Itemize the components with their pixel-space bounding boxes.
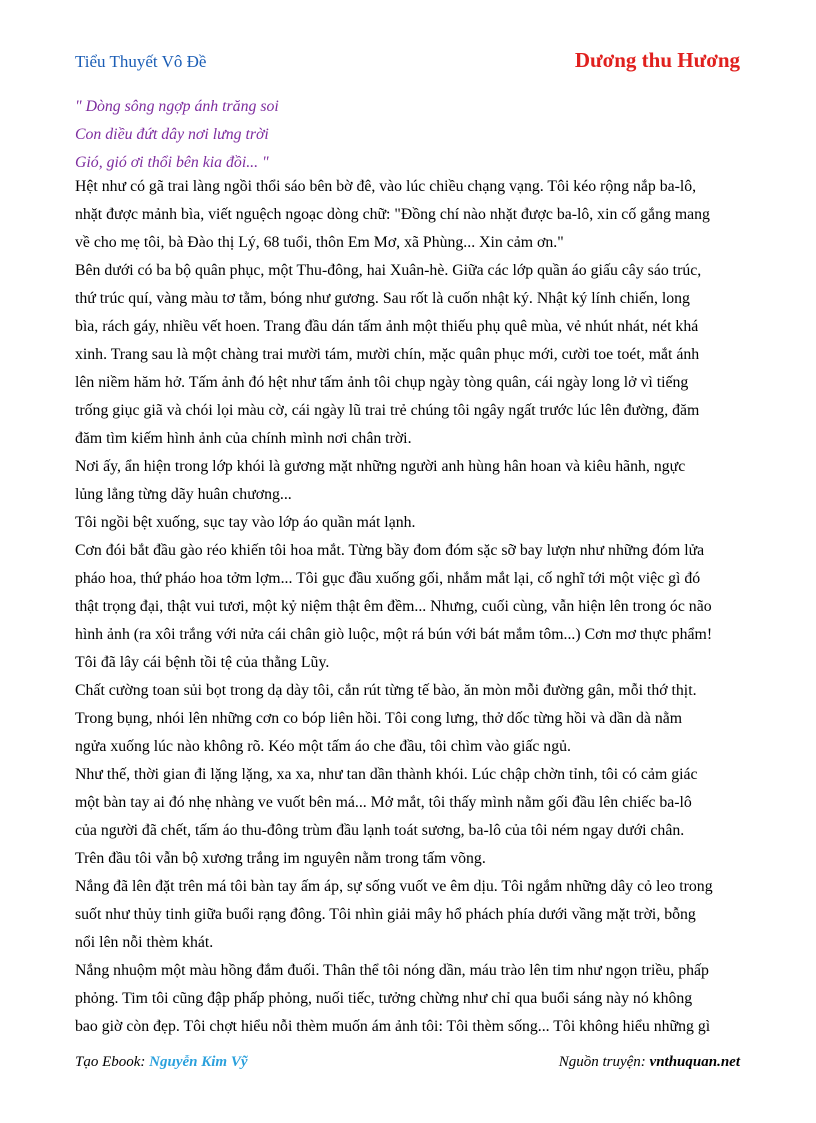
page-footer xyxy=(75,1054,740,1078)
story-body xyxy=(75,173,745,1041)
credit-label: Tạo Ebook xyxy=(75,1054,141,1070)
paragraph-line: Nắng nhuộm một màu hồng đắm đuối. Thân thể tôi nóng dần, máu trào lên tim như ngọn triều, phấp xyxy=(75,962,709,979)
paragraph-line: lủng lẳng từng dãy huân chương... xyxy=(75,486,292,503)
ebook-credit xyxy=(75,1054,248,1071)
paragraph-line: bao giờ còn đẹp. Tôi chợt hiểu nỗi thèm muốn ám ảnh tôi: Tôi thèm sống... Tôi không hiểu những gì xyxy=(75,1018,711,1035)
credit-separator: : xyxy=(140,1054,150,1070)
paragraph-line: ngửa xuống lúc nào không rõ. Kéo một tấm áo che đầu, tôi chìm vào giấc ngủ. xyxy=(75,738,571,755)
paragraph-line: phỏng. Tim tôi cũng đập phấp phỏng, nuối tiếc, tưởng chừng như chỉ qua buổi sáng này nó không xyxy=(75,990,693,1007)
paragraph-line: trống giục giã và chói lọi màu cờ, cái ngày lũ trai trẻ chúng tôi ngây ngất trước lúc lên đường, đăm xyxy=(75,402,700,419)
paragraph-line: Bên dưới có ba bộ quân phục, một Thu-đông, hai Xuân-hè. Giữa các lớp quần áo giấu cây sáo trúc, xyxy=(75,262,702,279)
paragraph-line: thật trọng đại, thật vui tươi, một kỷ niệm thật êm đềm... Nhưng, cuối cùng, vẫn hiện lên trong óc não xyxy=(75,598,712,615)
poem-line: Con diều đứt dây nơi lưng trời xyxy=(75,126,269,143)
paragraph-line: về cho mẹ tôi, bà Đào thị Lý, 68 tuổi, thôn Em Mơ, xã Phùng... Xin cảm ơn." xyxy=(75,234,564,251)
paragraph-line: Tôi ngồi bệt xuống, sục tay vào lớp áo quần mát lạnh. xyxy=(75,514,416,531)
paragraph-line: lên niềm hăm hở. Tấm ảnh đó hệt như tấm ảnh tôi chụp ngày tòng quân, cái ngày long lở vì tiếng xyxy=(75,374,689,391)
source-label: Nguồn truyện xyxy=(558,1054,641,1070)
paragraph-line: đăm tìm kiếm hình ảnh của chính mình nơi chân trời. xyxy=(75,430,412,447)
paragraph-line: pháo hoa, thứ pháo hoa tởm lợm... Tôi gục đầu xuống gối, nhắm mắt lại, cố nghĩ tới một việc gì đó xyxy=(75,570,701,587)
paragraph-line: Như thế, thời gian đi lặng lặng, xa xa, như tan dần thành khói. Lúc chập chờn tỉnh, tôi có cảm giác xyxy=(75,766,698,783)
paragraph-line: Cơn đói bắt đầu gào réo khiến tôi hoa mắt. Từng bầy đom đóm sặc sỡ bay lượn như những đóm lửa xyxy=(75,542,705,559)
source-link[interactable]: vnthuquan.net xyxy=(649,1054,740,1070)
paragraph-line: Nắng đã lên đặt trên má tôi bàn tay ấm áp, sự sống vuốt ve êm dịu. Tôi ngắm những dây cỏ leo trong xyxy=(75,878,713,895)
paragraph-line: suốt như thủy tinh giữa buổi rạng đông. Tôi nhìn giải mây hổ phách phía dưới vầng mặt trời, bỗng xyxy=(75,906,696,923)
paragraph-line: một bàn tay ai đó nhẹ nhàng ve vuốt bên má... Mở mắt, tôi thấy mình nằm gối đầu lên chiếc ba-lô xyxy=(75,794,692,811)
paragraph-line: bìa, rách gáy, nhiều vết hoen. Trang đầu dán tấm ảnh một thiếu phụ quê mùa, vẻ nhút nhát, nét khá xyxy=(75,318,699,335)
paragraph-line: Tôi đã lây cái bệnh tồi tệ của thằng Lũy. xyxy=(75,654,330,671)
poem-line: Gió, gió ơi thổi bên kia đồi... " xyxy=(75,154,269,171)
paragraph-line: Trên đầu tôi vẫn bộ xương trắng im nguyên nằm trong tấm võng. xyxy=(75,850,486,867)
source-credit xyxy=(559,1054,740,1071)
page-header xyxy=(75,48,740,78)
paragraph-line: của người đã chết, tấm áo thu-đông trùm đầu lạnh toát sương, ba-lô của tôi ném ngay dưới chân. xyxy=(75,822,685,839)
paragraph-line: nổi lên nỗi thèm khát. xyxy=(75,934,214,951)
paragraph-line: xinh. Trang sau là một chàng trai mười tám, mười chín, mặc quân phục mới, cười toe toét, mắt ánh xyxy=(75,346,700,363)
book-title: Tiểu Thuyết Vô Đề xyxy=(75,52,207,71)
paragraph-line: Hệt như có gã trai làng ngồi thổi sáo bên bờ đê, vào lúc chiều chạng vạng. Tôi kéo rộng nắp ba-lô, xyxy=(75,178,697,195)
paragraph-line: thứ trúc quí, vàng màu tơ tằm, bóng như gương. Sau rốt là cuốn nhật ký. Nhật ký lính chiến, long xyxy=(75,290,690,307)
poem-epigraph xyxy=(75,93,745,177)
source-separator: : xyxy=(640,1054,650,1070)
credit-name: Nguyễn Kim Vỹ xyxy=(149,1054,248,1070)
paragraph-line: Chất cường toan sủi bọt trong dạ dày tôi, cắn rút từng tế bào, ăn mòn mỗi đường gân, mỗi thớ thịt. xyxy=(75,682,697,699)
paragraph-line: Nơi ấy, ẩn hiện trong lớp khói là gương mặt những người anh hùng hân hoan và kiêu hãnh, ngực xyxy=(75,458,686,475)
paragraph-line: Trong bụng, nhói lên những cơn co bóp liên hồi. Tôi cong lưng, thở dốc từng hồi và dần dà nằm xyxy=(75,710,683,727)
paragraph-line: hình ảnh (ra xôi trắng với nửa cái chân giò luộc, một rá bún với bát mắm tôm...) Cơn mơ thực phẩm! xyxy=(75,626,713,643)
poem-line: " Dòng sông ngợp ánh trăng soi xyxy=(75,98,279,115)
author-name: Dương thu Hương xyxy=(574,48,740,72)
paragraph-line: nhặt được mảnh bìa, viết nguệch ngoạc dòng chữ: "Đồng chí nào nhặt được ba-lô, xin cố gắng mang xyxy=(75,206,710,223)
